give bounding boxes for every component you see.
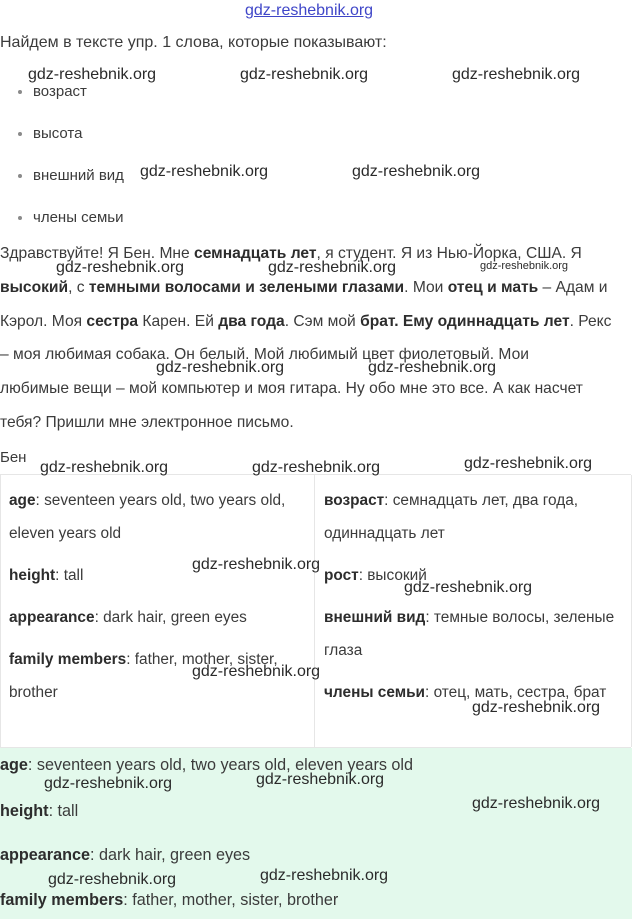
table-cell: внешний вид: темные волосы, зеленые глаза [324,609,615,659]
table-cell: рост: высокий [324,567,427,584]
intro-text: Найдем в тексте упр. 1 слова, которые показывают: [0,34,387,51]
watermark: gdz-reshebnik.org [44,775,173,792]
story-line: любимые вещи – мой компьютер и моя гитара. Ну обо мне это все. А как насчет [0,380,583,398]
answer-line: age: seventeen years old, two years old, eleven years old [0,756,414,774]
watermark: gdz-reshebnik.org [452,66,581,83]
watermark: gdz-reshebnik.org [368,359,497,376]
table-cell: члены семьи: отец, мать, сестра, брат [324,684,607,701]
list-item: высота [0,122,632,164]
watermark: gdz-reshebnik.org [480,260,569,272]
watermark: gdz-reshebnik.org [404,579,533,596]
list-item: члены семьи [0,206,632,248]
watermark: gdz-reshebnik.org [56,259,185,276]
signature: Бен [0,449,27,466]
watermark: gdz-reshebnik.org [240,66,369,83]
watermark: gdz-reshebnik.org [268,259,397,276]
watermark: gdz-reshebnik.org [48,871,177,888]
watermark: gdz-reshebnik.org [192,663,321,680]
watermark: gdz-reshebnik.org [156,359,285,376]
watermark: gdz-reshebnik.org [472,699,601,716]
watermark: gdz-reshebnik.org [140,163,269,180]
story-line: высокий, с темными волосами и зелеными глазами. Мои отец и мать – Адам и [0,278,608,296]
table-column-english [1,475,315,747]
story-line: Здравствуйте! Я Бен. Мне семнадцать лет, я студент. Я из Нью-Йорка, США. Я [0,245,582,262]
answer-line: family members: father, mother, sister, brother [0,891,339,909]
table-cell: age: seventeen years old, two years old, eleven years old [9,492,286,542]
watermark: gdz-reshebnik.org [472,795,601,812]
list-item: внешний вид [0,164,632,206]
table-cell: height: tall [9,567,84,584]
watermark: gdz-reshebnik.org [40,459,169,476]
watermark: gdz-reshebnik.org [252,459,381,476]
story-line: – моя любимая собака. Он белый. Мой любимый цвет фиолетовый. Мои [0,346,529,364]
watermark: gdz-reshebnik.org [192,556,321,573]
table-cell: family members: father, mother, sister, brother [9,651,278,701]
watermark: gdz-reshebnik.org [256,771,385,788]
table-cell: appearance: dark hair, green eyes [9,609,247,626]
answer-line: appearance: dark hair, green eyes [0,846,251,864]
answer-line: height: tall [0,802,79,820]
watermark: gdz-reshebnik.org [28,66,157,83]
watermark-top-link[interactable]: gdz-reshebnik.org [245,2,374,19]
story-line: тебя? Пришли мне электронное письмо. [0,413,294,431]
list-item: возраст [0,80,632,122]
watermark: gdz-reshebnik.org [464,455,593,472]
watermark: gdz-reshebnik.org [260,867,389,884]
table-cell: возраст: семнадцать лет, два года, одиннадцать лет [324,492,579,542]
story-line: Кэрол. Моя сестра Карен. Ей два года. Сэм мой брат. Ему одиннадцать лет. Рекс [0,312,612,330]
watermark: gdz-reshebnik.org [352,163,481,180]
bullet-list [0,80,632,248]
